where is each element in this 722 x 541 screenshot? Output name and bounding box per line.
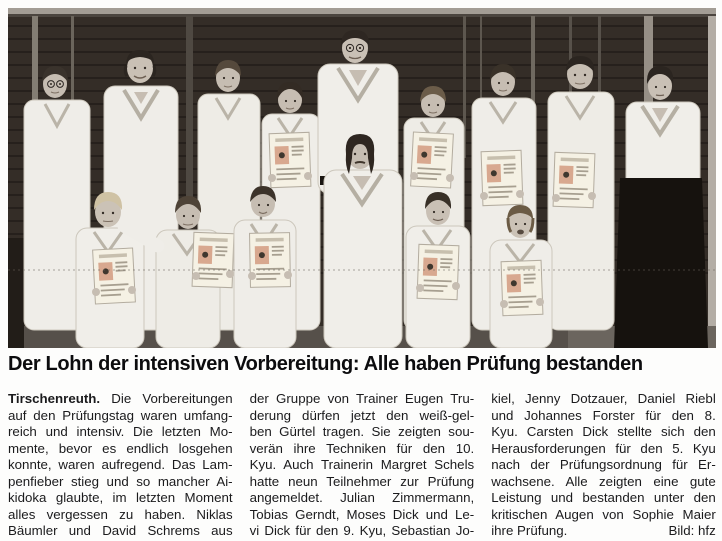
text-line: Tobias Gerndt, Moses Dick und Le-: [249, 506, 475, 522]
text-line: ben Gürtel tragen. Sie zeigten sou-: [249, 424, 475, 440]
text-line: angemeldet. Julian Zimmermann,: [249, 490, 475, 506]
photo-credit: Bild: hfz: [668, 523, 716, 539]
text-line: [491, 523, 716, 540]
text-line: penfieber stieg und so mancher Ai-: [8, 473, 233, 489]
text-line: verän ihre Techniken für den 10.: [249, 440, 475, 456]
group-photo: [8, 8, 716, 348]
text-line: konnte, waren aufregend. Das Lam-: [8, 457, 233, 473]
article-body: [8, 391, 716, 540]
text-line: auf den Prüfungstag waren umfang-: [8, 407, 233, 423]
text-line: Leistung und bestanden unter den: [491, 490, 716, 506]
text-line: Kyu. Carsten Dick stellte sich den: [491, 424, 716, 440]
text-line: Kyu. Auch Trainerin Margret Schels: [249, 457, 475, 473]
text-line: reich und intensiv. Die letzten Mo-: [8, 424, 233, 440]
article-column-3: [491, 391, 716, 540]
text-line: kiel, Jenny Dotzauer, Daniel Riebl: [491, 391, 716, 406]
text-line-rest: Die Vorbereitungen: [111, 391, 233, 406]
article-column-1: [8, 391, 233, 540]
text-line: mente, bevor es endlich losgehen: [8, 440, 233, 456]
dateline: Tirschenreuth.: [8, 391, 101, 406]
text-line: nach der Prüfungsordnung für Er-: [491, 457, 716, 473]
text-line: der Gruppe von Trainer Eugen Tru-: [249, 391, 475, 406]
text-line: derung dürfen jetzt den weiß-gel-: [249, 407, 475, 423]
text-line: Bäumler und David Schrems aus: [8, 523, 233, 539]
text-line: wachsene. Alle zeigten eine gute: [491, 473, 716, 489]
text-line: alles vergessen zu haben. Niklas: [8, 506, 233, 522]
person-back-9: [614, 66, 708, 348]
text-line: [8, 391, 233, 408]
text-line: Herausforderungen für den 5. Kyu: [491, 440, 716, 456]
text-line: kritischen Augen von Sophie Maier: [491, 506, 716, 522]
closing-text: ihre Prüfung.: [491, 523, 568, 539]
text-line: und Johannes Forster für den 8.: [491, 407, 716, 423]
text-line: vi Dick für den 9. Kyu, Sebastian Jo-: [249, 523, 475, 539]
text-line: kidoka glaubte, im letzten Moment: [8, 490, 233, 506]
article-headline: Der Lohn der intensiven Vorbereitung: Alle haben Prüfung bestanden: [8, 353, 643, 375]
person-back-8: [548, 56, 614, 330]
article-column-2: [250, 391, 475, 540]
text-line: hatte neun Teilnehmer zur Prüfung: [249, 473, 475, 489]
